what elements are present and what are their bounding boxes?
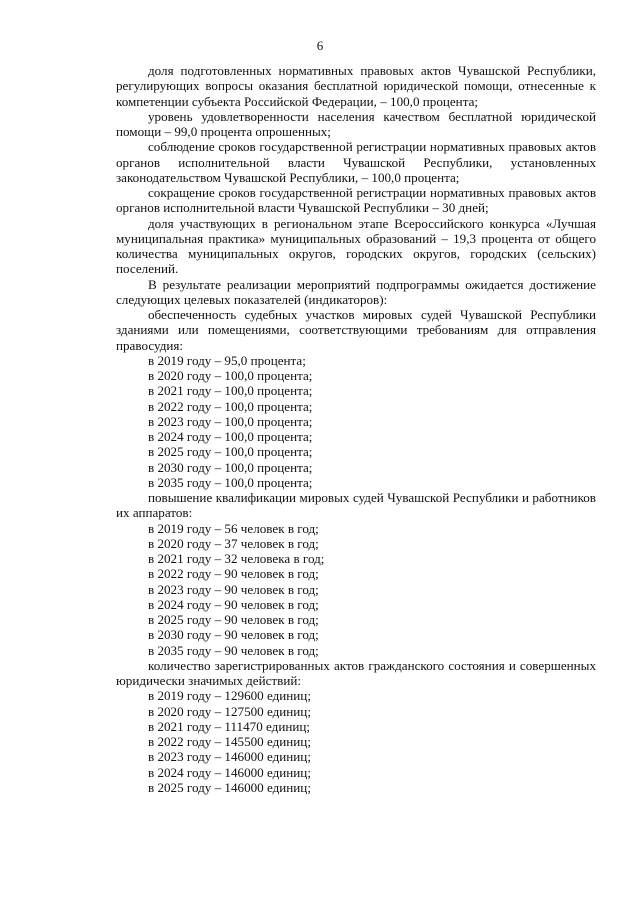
list-item: в 2019 году – 56 человек в год;: [148, 520, 319, 536]
indicator-title: повышение квалификации мировых судей Чувашской Республики и работников их аппаратов:: [116, 490, 596, 521]
list-item: в 2023 году – 146000 единиц;: [148, 749, 311, 765]
list-item: в 2019 году – 95,0 процента;: [148, 352, 306, 368]
paragraph: В результате реализации мероприятий подпрограммы ожидается достижение следующих целевых показателей (индикаторов):: [116, 276, 596, 307]
list-item: в 2035 году – 90 человек в год;: [148, 642, 319, 658]
list-item: в 2020 году – 100,0 процента;: [148, 368, 313, 383]
paragraph: доля подготовленных нормативных правовых актов Чувашской Республики, регулирующих вопросы оказания бесплатной юридической помощи, отнесенные к компетенции субъекта Российской Федерации, – 100,0 процента;: [116, 63, 596, 109]
list-item: в 2035 году – 100,0 процента;: [148, 474, 313, 490]
list-item: в 2024 году – 90 человек в год;: [148, 596, 319, 612]
list-item: в 2023 году – 90 человек в год;: [148, 581, 319, 597]
list-item: в 2022 году – 90 человек в год;: [148, 566, 319, 582]
list-item: в 2021 году – 111470 единиц;: [148, 718, 310, 734]
page-number: 6: [316, 38, 324, 53]
list-item: в 2030 году – 90 человек в год;: [148, 627, 319, 643]
list-item: в 2022 году – 145500 единиц;: [148, 734, 311, 749]
list-item: в 2020 году – 37 человек в год;: [148, 535, 319, 551]
document-body: [116, 63, 596, 795]
paragraph: сокращение сроков государственной регистрации нормативных правовых актов органов исполнительной власти Чувашской Республики – 30 дней;: [116, 185, 596, 216]
paragraph: доля участвующих в региональном этапе Всероссийского конкурса «Лучшая муниципальная практика» муниципальных образований – 19,3 процента от общего количества муниципальных округов, городских округов, городских (сельских) поселений.: [116, 215, 596, 277]
paragraph: уровень удовлетворенности населения качеством бесплатной юридической помощи – 99,0 процента опрошенных;: [116, 108, 596, 139]
list-item: в 2020 году – 127500 единиц;: [148, 703, 311, 719]
list-item: в 2022 году – 100,0 процента;: [148, 398, 313, 414]
paragraph: соблюдение сроков государственной регистрации нормативных правовых актов органов исполнительной власти Чувашской Республики, установленных законодательством Чувашской Республики, – 100,0 процента;: [116, 139, 596, 185]
indicator-title: обеспеченность судебных участков мировых судей Чувашской Республики зданиями или помещениями, соответствующими требованиям для отправления правосудия:: [116, 307, 596, 353]
list-item: в 2025 году – 100,0 процента;: [148, 444, 313, 460]
list-item: в 2025 году – 146000 единиц;: [148, 779, 311, 795]
indicator-title: количество зарегистрированных актов гражданского состояния и совершенных юридически значимых действий:: [116, 657, 596, 688]
list-item: в 2025 году – 90 человек в год;: [148, 612, 319, 627]
list-item: в 2019 году – 129600 единиц;: [148, 688, 311, 704]
list-item: в 2024 году – 146000 единиц;: [148, 764, 311, 780]
list-item: в 2030 году – 100,0 процента;: [148, 459, 313, 475]
list-item: в 2024 году – 100,0 процента;: [148, 429, 313, 444]
list-item: в 2021 году – 32 человека в год;: [148, 551, 325, 566]
list-item: в 2021 году – 100,0 процента;: [148, 383, 313, 399]
list-item: в 2023 году – 100,0 процента;: [148, 413, 313, 429]
